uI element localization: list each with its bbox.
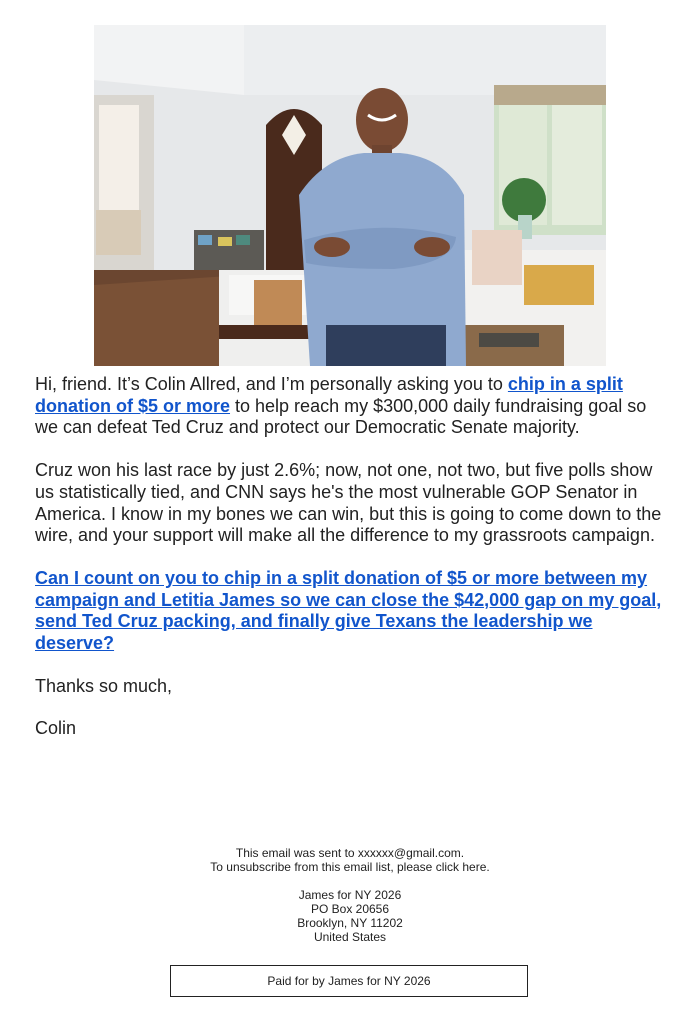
signoff: Thanks so much,	[35, 675, 173, 696]
email-body	[35, 374, 667, 761]
hero-photo	[94, 25, 606, 366]
paid-for-disclaimer: Paid for by James for NY 2026	[170, 965, 528, 997]
email-footer	[0, 846, 700, 944]
address-city: Brooklyn, NY 11202	[297, 916, 403, 930]
intro-text-after: to help reach my $300,000 daily fundraising goal so we can defeat Ted Cruz and protect our Democratic Senate majority.	[35, 395, 647, 438]
hero-illustration	[94, 25, 606, 366]
recipient-email: xxxxxx@gmail.com	[357, 846, 461, 860]
intro-paragraph	[35, 374, 667, 439]
signature: Colin	[35, 718, 77, 739]
polls-paragraph: Cruz won his last race by just 2.6%; now, not one, not two, but five polls show us statistically tied, and CNN says he's the most vulnerable GOP Senator in America. I know in my bones we can win, but this is going to come down to the wire, and your support will make all the difference to my grassroots campaign.	[35, 460, 662, 546]
unsubscribe-link[interactable]: click here	[435, 860, 487, 874]
sent-to-prefix: This email was sent to	[235, 846, 358, 860]
cta-paragraph	[35, 568, 667, 655]
unsubscribe-line	[0, 860, 700, 874]
cta-donate-link[interactable]: Can I count on you to chip in a split donation of $5 or more between my campaign and Letitia James so we can close the $42,000 gap on my goal, send Ted Cruz packing, and finally give Texans the leadership we deserve?	[35, 567, 662, 654]
unsubscribe-suffix: .	[486, 860, 490, 874]
address-po-box: PO Box 20656	[310, 902, 390, 916]
mailing-address	[0, 888, 700, 944]
unsubscribe-prefix: To unsubscribe from this email list, please	[210, 860, 436, 874]
address-country: United States	[313, 930, 387, 944]
donate-link[interactable]: chip in a split donation of $5 or more	[35, 374, 623, 416]
sent-to-suffix: .	[460, 846, 465, 860]
intro-text-before: Hi, friend. It’s Colin Allred, and I’m personally asking you to	[35, 374, 508, 394]
address-org: James for NY 2026	[298, 888, 402, 902]
sent-to-line	[0, 846, 700, 860]
